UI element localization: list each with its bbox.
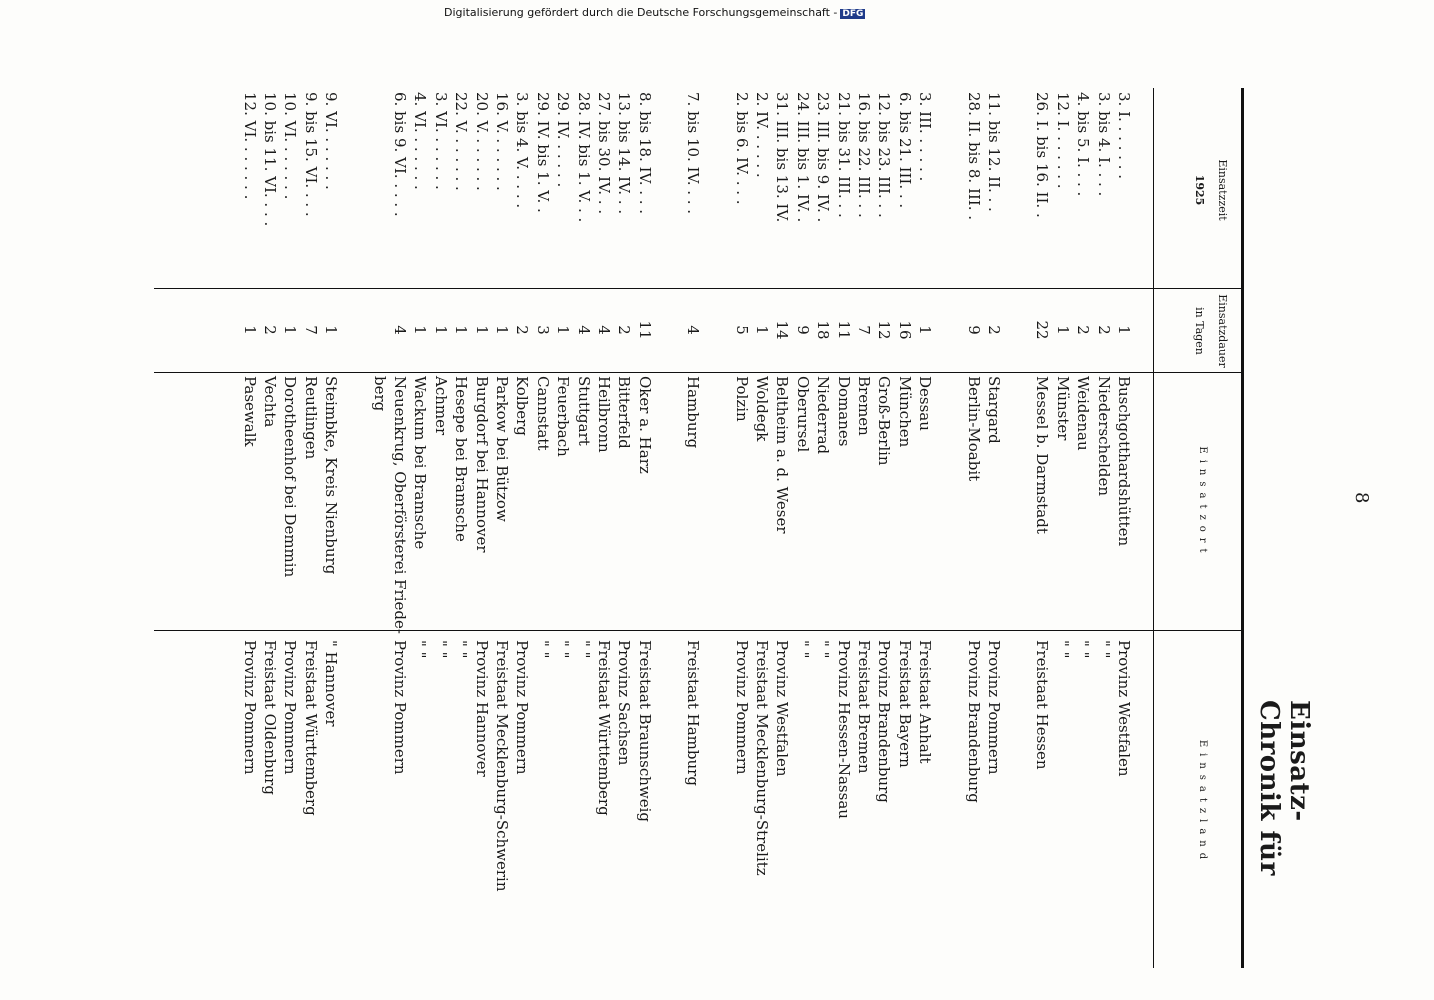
table-header-rule	[1153, 88, 1154, 968]
row-days: 2	[615, 325, 634, 335]
row-days: 1	[472, 325, 491, 335]
row-days: 9	[964, 325, 983, 335]
row-days: 1	[411, 325, 430, 335]
row-place: Münster	[1053, 376, 1072, 441]
row-land: Freistaat Bremen	[855, 640, 873, 774]
row-date: 29. IV. . . . . .	[554, 92, 573, 188]
row-place: Kolberg	[513, 376, 532, 436]
row-date: 23. III. bis 9. IV. .	[814, 92, 833, 223]
row-land: " "	[814, 640, 833, 659]
row-date: 12. bis 23. III. . .	[875, 92, 894, 218]
row-days: 22	[1033, 320, 1052, 340]
row-land: Provinz Brandenburg	[875, 640, 894, 803]
row-land: " "	[1053, 640, 1072, 659]
row-days: 1	[240, 325, 259, 335]
header-date-line1: Einsatzzeit	[1216, 159, 1229, 221]
row-place: Dessau	[916, 376, 935, 431]
row-land: Provinz Pommern	[513, 640, 532, 775]
row-place: Neuenkrug, Oberförsterei Friede-	[391, 376, 409, 634]
dfg-logo: DFG	[842, 9, 864, 19]
row-date: 28. II. bis 8. III. .	[964, 92, 983, 221]
row-date: 2. bis 6. IV. . . .	[732, 92, 751, 205]
row-land: " "	[1094, 640, 1113, 659]
row-days: 1	[493, 325, 511, 335]
row-place: Burgdorf bei Hannover	[472, 376, 491, 553]
row-place: Vechta	[261, 376, 279, 428]
row-days: 1	[281, 325, 300, 335]
row-days: 4	[595, 325, 613, 335]
row-days: 1	[431, 325, 450, 335]
row-land: Freistaat Braunschweig	[635, 640, 654, 822]
row-land: Freistaat Oldenburg	[261, 640, 279, 795]
header-days-line2: in Tagen	[1193, 307, 1206, 355]
row-land: Freistaat Bayern	[895, 640, 914, 768]
row-days: 12	[875, 320, 894, 340]
row-land: Provinz Hannover	[472, 640, 491, 777]
row-place: Weidenau	[1074, 376, 1093, 451]
row-days: 16	[895, 320, 914, 340]
row-land: Freistaat Mecklenburg-Schwerin	[493, 640, 511, 892]
digitization-credit	[444, 6, 864, 20]
row-days: 1	[452, 325, 471, 335]
row-land: Provinz Sachsen	[615, 640, 634, 766]
row-date: 16. V. . . . . . .	[493, 92, 511, 191]
row-place: Bitterfeld	[615, 376, 634, 449]
header-land: Einsatzland	[1197, 739, 1208, 866]
row-place: Niederschelden	[1094, 376, 1113, 497]
row-date: 7. bis 10. IV. . . .	[684, 92, 703, 215]
column-divider-header-3	[1152, 630, 1244, 631]
row-date: 3. bis 4. I. . . .	[1094, 92, 1113, 197]
row-date: 2. IV. . . . . .	[753, 92, 771, 178]
header-days-line1: Einsatzdauer	[1216, 294, 1229, 368]
column-divider-header-1	[1152, 288, 1244, 289]
row-land: " "	[533, 640, 552, 659]
row-land: Freistaat Württemberg	[595, 640, 613, 816]
row-place: Pasewalk	[240, 376, 259, 447]
row-land: Provinz Pommern	[240, 640, 259, 775]
row-land: Provinz Hessen-Nassau	[834, 640, 853, 819]
row-days: 5	[732, 325, 751, 335]
row-days: 7	[301, 325, 320, 335]
column-divider-1	[154, 288, 1154, 289]
row-place: Heilbronn	[595, 376, 613, 453]
row-date: 8. bis 18. IV. . . .	[635, 92, 654, 215]
row-land: Provinz Pommern	[391, 640, 409, 775]
row-days: 2	[261, 325, 279, 335]
row-land: Freistaat Hessen	[1033, 640, 1052, 770]
row-date: 11. bis 12. II. . .	[985, 92, 1003, 212]
row-days: 11	[834, 320, 853, 340]
row-land: " "	[554, 640, 573, 659]
row-place: Stuttgart	[574, 376, 593, 446]
row-place: Polzin	[732, 376, 751, 422]
row-days: 2	[513, 325, 532, 335]
row-place: Oker a. Harz	[635, 376, 654, 474]
row-place: berg	[370, 376, 389, 412]
row-date: 9. bis 15. VI. . . .	[301, 92, 320, 217]
row-land: " "	[431, 640, 450, 659]
row-land: " "	[1074, 640, 1093, 659]
row-place: Beltheim a. d. Weser	[773, 376, 792, 534]
row-days: 1	[1115, 325, 1133, 335]
row-date: 31. III. bis 13. IV.	[773, 92, 792, 223]
row-place: Hamburg	[684, 376, 703, 449]
row-land: Freistaat Mecklenburg-Strelitz	[753, 640, 771, 876]
row-date: 9. VI. . . . . . .	[322, 92, 341, 190]
row-days: 9	[793, 325, 812, 335]
row-place: Niederrad	[814, 376, 833, 455]
row-date: 6. bis 21. III. . .	[895, 92, 914, 209]
row-date: 26. I. bis 16. II. .	[1033, 92, 1052, 218]
row-days: 14	[773, 320, 792, 340]
row-place: München	[895, 376, 914, 448]
row-date: 16. bis 22. III. . .	[855, 92, 873, 218]
row-days: 18	[814, 320, 833, 340]
row-days	[370, 300, 390, 360]
row-land: Provinz Westfalen	[1115, 640, 1133, 777]
row-land: Provinz Pommern	[732, 640, 751, 775]
row-place: Buschgotthardshütten	[1115, 376, 1133, 547]
row-date: 21. bis 31. III. . .	[834, 92, 853, 218]
row-date: 10. VI. . . . . . .	[281, 92, 300, 200]
row-land: Freistaat Württemberg	[301, 640, 320, 816]
row-place: Reutlingen	[301, 376, 320, 460]
row-date: 24. III. bis 1. IV. .	[793, 92, 812, 223]
row-days: 7	[855, 325, 873, 335]
row-land: " Hannover	[322, 640, 341, 727]
row-days: 4	[391, 325, 409, 335]
row-land: Freistaat Hamburg	[684, 640, 703, 786]
row-date: 22. V. . . . . . .	[452, 92, 471, 191]
row-days: 1	[753, 325, 771, 335]
row-days: 1	[322, 325, 341, 335]
row-days: 2	[985, 325, 1003, 335]
page-title: Einsatz-Chronik für	[1254, 700, 1314, 876]
header-date-line2: 1925	[1193, 174, 1206, 206]
row-date: 12. I. . . . . . .	[1053, 92, 1072, 189]
table-top-rule	[1241, 88, 1244, 968]
row-land: " "	[411, 640, 430, 659]
row-place: Hesepe bei Bramsche	[452, 376, 471, 542]
credit-text: Digitalisierung gefördert durch die Deutsche Forschungsgemeinschaft -	[444, 6, 838, 19]
row-days: 1	[554, 325, 573, 335]
row-place: Dorotheenhof bei Demmin	[281, 376, 300, 578]
row-days: 1	[916, 325, 935, 335]
row-date: 29. IV. bis 1. V. .	[533, 92, 552, 213]
row-date: 28. IV. bis 1. V. . .	[574, 92, 593, 223]
row-days: 3	[533, 325, 552, 335]
row-place: Steimbke, Kreis Nienburg	[322, 376, 341, 575]
row-date: 12. VI. . . . . . .	[240, 92, 259, 200]
row-place: Oberursel	[793, 376, 812, 453]
page-number: 8	[1351, 492, 1372, 504]
row-land: Freistaat Anhalt	[916, 640, 935, 764]
row-land: Provinz Westfalen	[773, 640, 792, 777]
row-date	[370, 92, 390, 262]
row-days: 4	[574, 325, 593, 335]
column-divider-2	[154, 372, 1154, 373]
row-date: 10. bis 11. VI. . . .	[261, 92, 279, 227]
row-days: 11	[635, 320, 654, 340]
row-days: 1	[1053, 325, 1072, 335]
row-land: " "	[793, 640, 812, 659]
row-place: Woldegk	[753, 376, 771, 442]
row-place: Bremen	[855, 376, 873, 436]
row-land	[370, 640, 390, 970]
row-land: Provinz Brandenburg	[964, 640, 983, 803]
row-days: 2	[1074, 325, 1093, 335]
row-date: 3. I. . . . . . .	[1115, 92, 1133, 179]
row-date: 4. VI. . . . . . .	[411, 92, 430, 190]
row-place: Domanes	[834, 376, 853, 447]
row-land: Provinz Pommern	[985, 640, 1003, 775]
row-date: 3. III. . . . . .	[916, 92, 935, 182]
row-days: 2	[1094, 325, 1113, 335]
row-place: Wackum bei Bramsche	[411, 376, 430, 550]
row-date: 13. bis 14. IV. . .	[615, 92, 634, 215]
row-place: Feuerbach	[554, 376, 573, 457]
column-divider-header-2	[1152, 372, 1244, 373]
row-place: Berlin-Moabit	[964, 376, 983, 482]
row-place: Achmer	[431, 376, 450, 436]
row-place: Parkow bei Bützow	[493, 376, 511, 522]
row-days: 4	[684, 325, 703, 335]
row-place: Cannstatt	[533, 376, 552, 451]
row-land: " "	[452, 640, 471, 659]
row-place: Stargard	[985, 376, 1003, 444]
row-place: Groß-Berlin	[875, 376, 894, 466]
row-date: 20. V. . . . . . .	[472, 92, 491, 191]
row-land: " "	[574, 640, 593, 659]
row-date: 3. bis 4. V. . . . .	[513, 92, 532, 209]
row-place: Messel b. Darmstadt	[1033, 376, 1052, 534]
row-land: Provinz Pommern	[281, 640, 300, 775]
header-place: Einsatzort	[1197, 446, 1208, 559]
row-date: 3. VI. . . . . . .	[431, 92, 450, 190]
row-date: 6. bis 9. VI. . . . .	[391, 92, 409, 217]
row-date: 27. bis 30. IV. . .	[595, 92, 613, 215]
row-date: 4. bis 5. I. . . .	[1074, 92, 1093, 197]
